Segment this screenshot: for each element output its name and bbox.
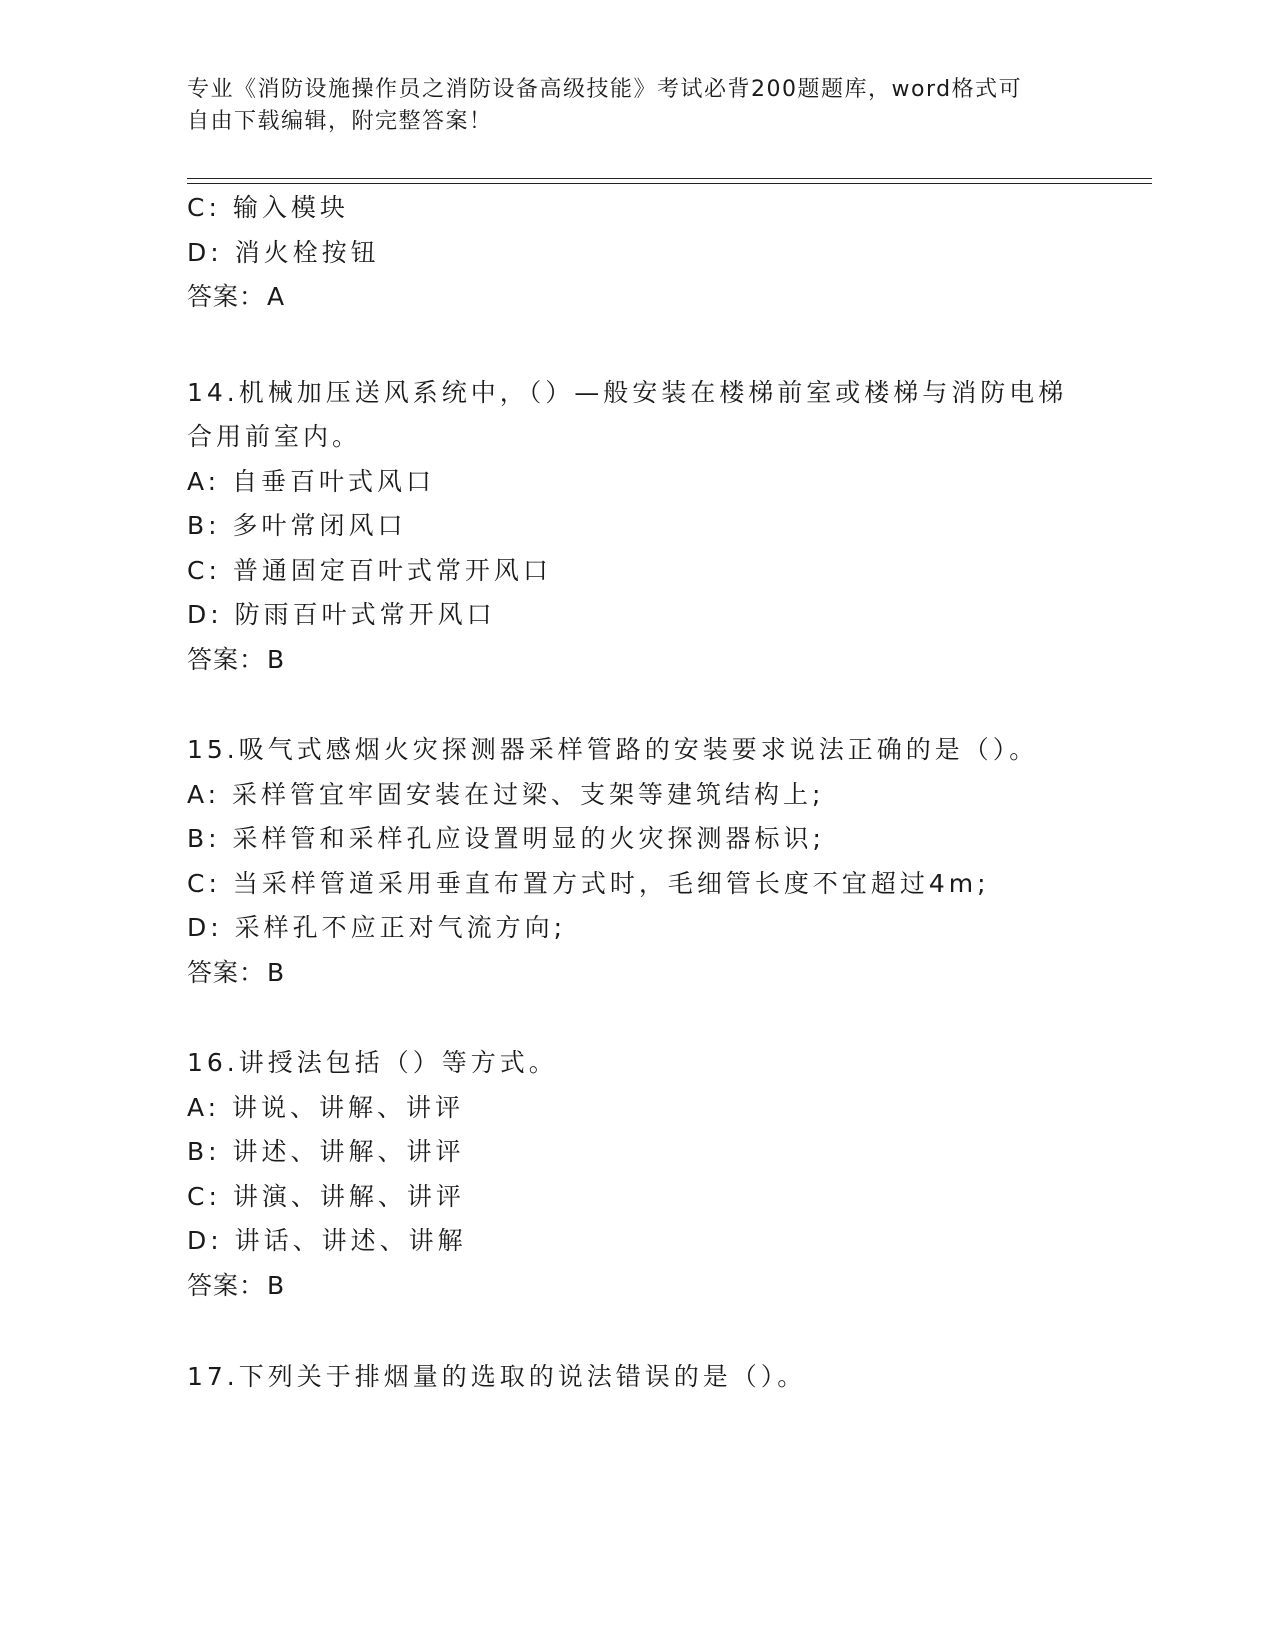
q17-stem-line-1: 17.下列关于排烟量的选取的说法错误的是（）。: [187, 1362, 807, 1391]
q14-answer: [187, 643, 285, 677]
q15-option-a: A: 采样管宜牢固安装在过梁、支架等建筑结构上;: [187, 780, 825, 809]
q16-option-c: C: 讲演、讲解、讲评: [187, 1182, 465, 1211]
q14-option-b: B: 多叶常闭风口: [187, 511, 407, 540]
q15-stem-line-1: 15.吸气式感烟火灾探测器采样管路的安装要求说法正确的是（）。: [187, 735, 1039, 764]
q15-option-c: C: 当采样管道采用垂直布置方式时，毛细管长度不宜超过4m;: [187, 869, 990, 898]
q15-option-b: B: 采样管和采样孔应设置明显的火灾探测器标识;: [187, 824, 825, 853]
q16-answer: [187, 1269, 285, 1303]
answer-label: 答案：: [187, 282, 266, 311]
answer-label: 答案：: [187, 645, 266, 674]
q14-option-c: C: 普通固定百叶式常开风口: [187, 556, 552, 585]
answer-value: B: [267, 1271, 286, 1300]
q13-option-c: C: 输入模块: [187, 193, 349, 222]
q14-option-a: A: 自垂百叶式风口: [187, 467, 436, 496]
q16-stem-line-1: 16.讲授法包括（）等方式。: [187, 1048, 558, 1077]
header-divider-top: [187, 178, 1152, 179]
header-divider-bottom: [187, 183, 1152, 184]
q13-answer: [187, 280, 285, 314]
document-header: [187, 74, 1067, 138]
answer-label: 答案：: [187, 958, 266, 987]
answer-value: A: [267, 282, 286, 311]
q14-stem-line-1: 14.机械加压送风系统中，（）—般安装在楼梯前室或楼梯与消防电梯: [187, 378, 1068, 407]
q16-option-b: B: 讲述、讲解、讲评: [187, 1137, 465, 1166]
q15-option-d: D: 采样孔不应正对气流方向;: [187, 913, 567, 942]
answer-value: B: [267, 958, 286, 987]
q15-answer: [187, 956, 285, 990]
header-title-line-1: 专业《消防设施操作员之消防设备高级技能》考试必背200题题库，word格式可: [187, 77, 1023, 102]
q13-option-d: D: 消火栓按钮: [187, 238, 380, 267]
header-title-line-2: 自由下载编辑，附完整答案！: [187, 109, 493, 134]
answer-label: 答案：: [187, 1271, 266, 1300]
q14-option-d: D: 防雨百叶式常开风口: [187, 600, 496, 629]
answer-value: B: [267, 645, 286, 674]
q16-option-a: A: 讲说、讲解、讲评: [187, 1093, 465, 1122]
q14-stem-line-2: 合用前室内。: [187, 422, 362, 451]
q16-option-d: D: 讲话、讲述、讲解: [187, 1226, 467, 1255]
